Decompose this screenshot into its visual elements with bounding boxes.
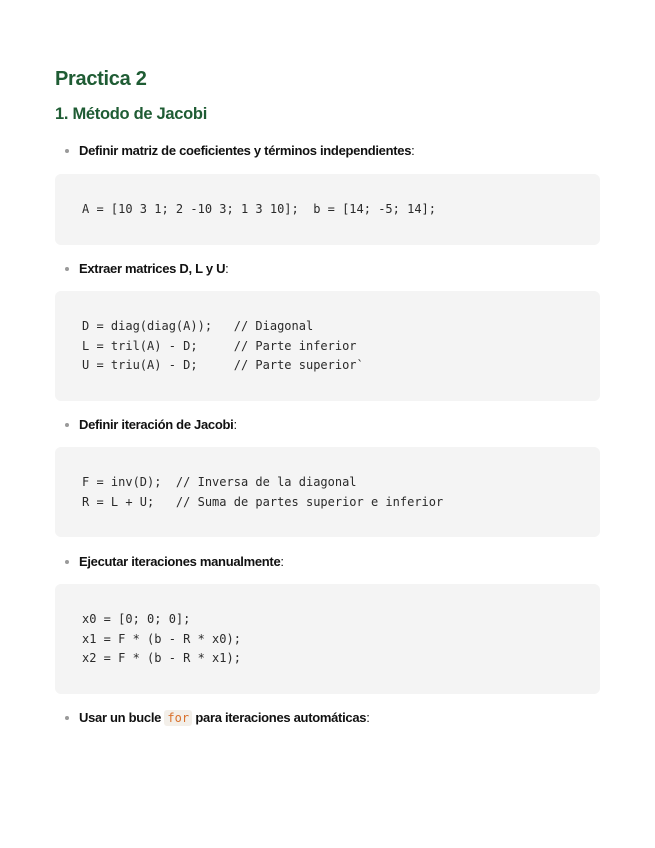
bullet-icon: [65, 560, 69, 564]
section-heading: 1. Método de Jacobi: [55, 105, 207, 123]
step-suffix: :: [366, 710, 370, 725]
step-suffix: :: [225, 261, 229, 276]
inline-code: for: [164, 710, 192, 726]
page-title: Practica 2: [55, 68, 147, 90]
bullet-icon: [65, 716, 69, 720]
code-block[interactable]: [55, 447, 600, 537]
bullet-icon: [65, 423, 69, 427]
step-suffix: :: [280, 554, 284, 569]
code-text: x0 = [0; 0; 0]; x1 = F * (b - R * x0); x2 = F * (b - R * x1);: [82, 612, 241, 665]
code-text: F = inv(D); // Inversa de la diagonal R = L + U; // Suma de partes superior e inferior: [82, 475, 444, 509]
code-block[interactable]: [55, 291, 600, 401]
step-label: Definir iteración de Jacobi: [79, 417, 234, 432]
step-suffix: :: [233, 417, 237, 432]
bullet-icon: [65, 149, 69, 153]
step-suffix: :: [411, 143, 415, 158]
step-label: Usar un bucle: [79, 710, 162, 725]
step-label: Definir matriz de coeficientes y términos independientes: [79, 143, 412, 158]
step-label: Extraer matrices D, L y U: [79, 261, 226, 276]
code-text: A = [10 3 1; 2 -10 3; 1 3 10]; b = [14; -5; 14];: [82, 202, 437, 216]
code-block[interactable]: [55, 584, 600, 694]
code-text: D = diag(diag(A)); // Diagonal L = tril(A) - D; // Parte inferior U = triu(A) - D; // Parte superior`: [82, 319, 364, 372]
code-block[interactable]: [55, 174, 600, 245]
step-label: para iteraciones automáticas: [195, 710, 367, 725]
step-label: Ejecutar iteraciones manualmente: [79, 554, 281, 569]
bullet-icon: [65, 267, 69, 271]
